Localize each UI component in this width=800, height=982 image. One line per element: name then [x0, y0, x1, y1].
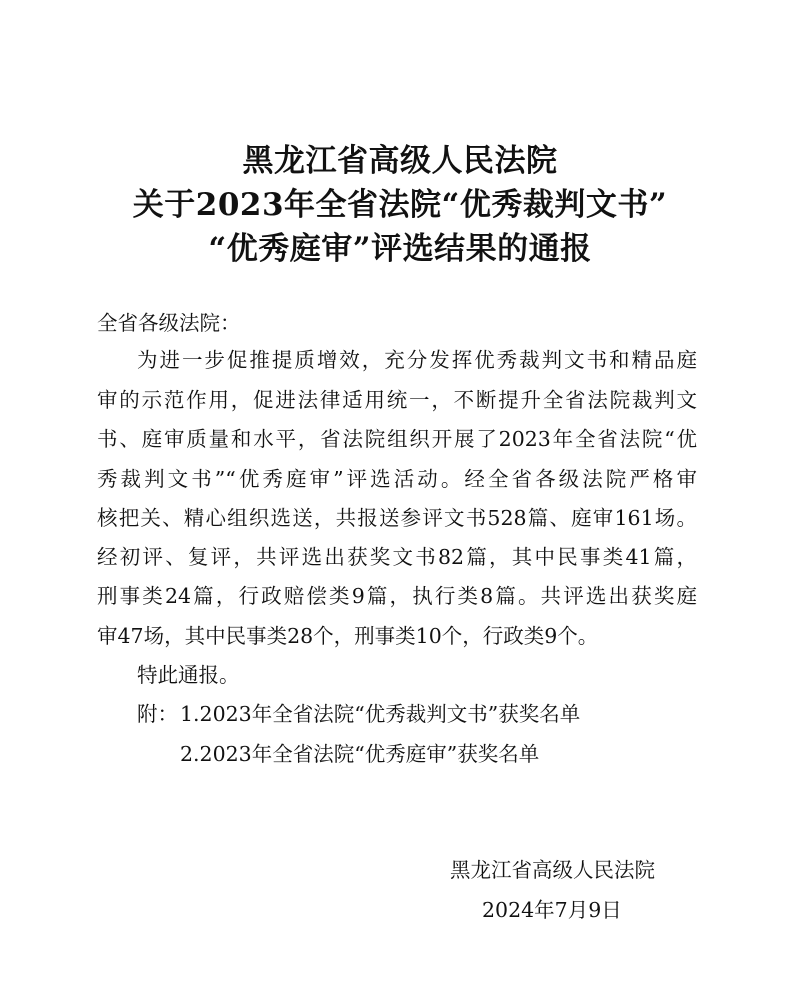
body-line-6: 经初评、复评，共评选出获奖文书82篇，其中民事类41篇，: [97, 545, 697, 569]
body-line-2: 审的示范作用，促进法律适用统一，不断提升全省法院裁判文: [97, 388, 697, 412]
body-line-4: 秀裁判文书”“优秀庭审”评选活动。经全省各级法院严格审: [97, 467, 697, 491]
closing-text: 特此通报。: [137, 663, 240, 687]
attachment-item-2: 2.2023年全省法院“优秀庭审”获奖名单: [180, 742, 540, 766]
salutation: 全省各级法院：: [97, 311, 241, 335]
body-line-7: 刑事类24篇，行政赔偿类9篇，执行类8篇。共评选出获奖庭: [97, 584, 697, 608]
title-line-1: 黑龙江省高级人民法院: [242, 143, 558, 179]
document-title: [0, 139, 800, 271]
body-line-5: 核把关、精心组织选送，共报送参评文书528篇、庭审161场。: [97, 506, 697, 530]
title-line-2: 关于2023年全省法院“优秀裁判文书”: [132, 187, 668, 223]
title-line-3: “优秀庭审”评选结果的通报: [208, 231, 592, 267]
signature-date: 2024年7月9日: [482, 898, 622, 922]
signature-org: 黑龙江省高级人民法院: [450, 858, 655, 882]
attachments-prefix: 附：: [137, 702, 178, 726]
body-line-3: 书、庭审质量和水平，省法院组织开展了2023年全省法院“优: [97, 427, 697, 451]
body-line-8: 审47场，其中民事类28个，刑事类10个，行政类9个。: [97, 624, 599, 648]
attachment-item-1: 1.2023年全省法院“优秀裁判文书”获奖名单: [180, 702, 581, 726]
body-line-1: 为进一步促推提质增效，充分发挥优秀裁判文书和精品庭: [137, 348, 697, 372]
